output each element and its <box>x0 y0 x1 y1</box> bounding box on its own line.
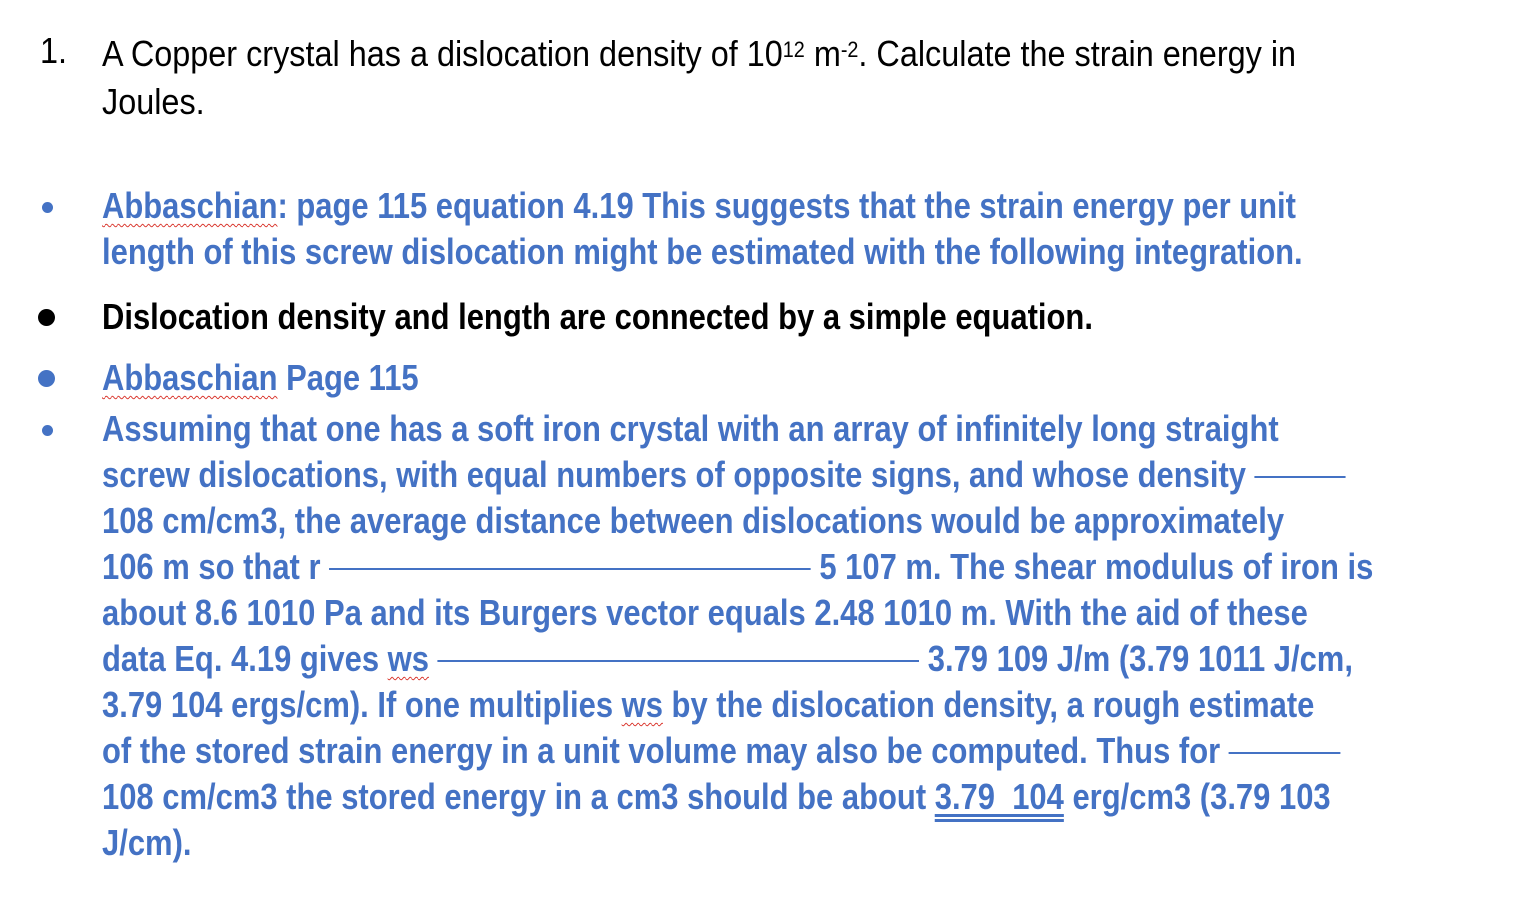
bullet-3-ref: Abbaschian <box>102 357 278 398</box>
bullet-4-line-4a: 106 m so that r <box>102 546 321 587</box>
bullet-4-line-4b: 5 107 m. The shear modulus of iron is <box>819 546 1374 587</box>
bullet-4-line-7a: 3.79 104 ergs/cm). If one multiplies <box>102 684 622 725</box>
question-text-after: . Calculate the strain energy in <box>858 33 1297 74</box>
bullet-1-line2: length of this screw dislocation might be estimated with the following integration. <box>102 231 1303 272</box>
blank-line-4 <box>1229 752 1341 754</box>
bullet-dot-1 <box>42 202 53 213</box>
bullet-dot-4 <box>42 425 53 436</box>
bullet-text-4 <box>102 406 1373 866</box>
bullet-4-line-10: J/cm). <box>102 822 192 863</box>
blank-line-1 <box>1255 476 1346 478</box>
bullet-4-line-9b: erg/cm3 (3.79 103 <box>1063 776 1331 817</box>
bullet-4-line-5: about 8.6 1010 Pa and its Burgers vector equals 2.48 1010 m. With the aid of these <box>102 592 1308 633</box>
bullet-4-line-2: screw dislocations, with equal numbers of opposite signs, and whose density <box>102 454 1247 495</box>
question-text-before: A Copper crystal has a dislocation density of 10 <box>102 33 783 74</box>
bullet-4-line-1: Assuming that one has a soft iron crystal with an array of infinitely long straight <box>102 408 1279 449</box>
bullet-4-line-3: 108 cm/cm3, the average distance between dislocations would be approximately <box>102 500 1285 541</box>
question-text-mid: m <box>804 33 841 74</box>
bullet-4-line-6b: 3.79 109 J/m (3.79 1011 J/cm, <box>927 638 1353 679</box>
bullet-text-1 <box>102 183 1303 275</box>
bullet-4-line-9a: 108 cm/cm3 the stored energy in a cm3 should be about <box>102 776 935 817</box>
bullet-4-line-7-ws: ws <box>621 684 663 725</box>
question-number: 1. <box>40 30 68 71</box>
bullet-text-3 <box>102 355 419 401</box>
bullet-dot-2 <box>38 309 55 326</box>
blank-line-3 <box>438 660 920 662</box>
blank-line-2 <box>329 568 811 570</box>
bullet-3-rest: Page 115 <box>277 357 419 398</box>
bullet-4-line-8: of the stored strain energy in a unit volume may also be computed. Thus for <box>102 730 1221 771</box>
bullet-4-line-7b: by the dislocation density, a rough estimate <box>662 684 1315 725</box>
bullet-dot-3 <box>38 370 55 387</box>
bullet-text-2: Dislocation density and length are connected by a simple equation. <box>102 296 1093 337</box>
bullet-1-line1-rest: : page 115 equation 4.19 This suggests that the strain energy per unit <box>277 185 1296 226</box>
bullet-1-ref: Abbaschian <box>102 185 278 226</box>
question-exponent-1: 12 <box>782 37 805 62</box>
bullet-4-line-9-underlined: 3.79 104 <box>934 776 1064 817</box>
question-exponent-2: -2 <box>840 37 859 62</box>
question-line-2: Joules. <box>102 81 205 122</box>
bullet-4-line-6-ws: ws <box>387 638 429 679</box>
bullet-4-line-6a: data Eq. 4.19 gives <box>102 638 388 679</box>
question-text <box>102 30 1344 126</box>
